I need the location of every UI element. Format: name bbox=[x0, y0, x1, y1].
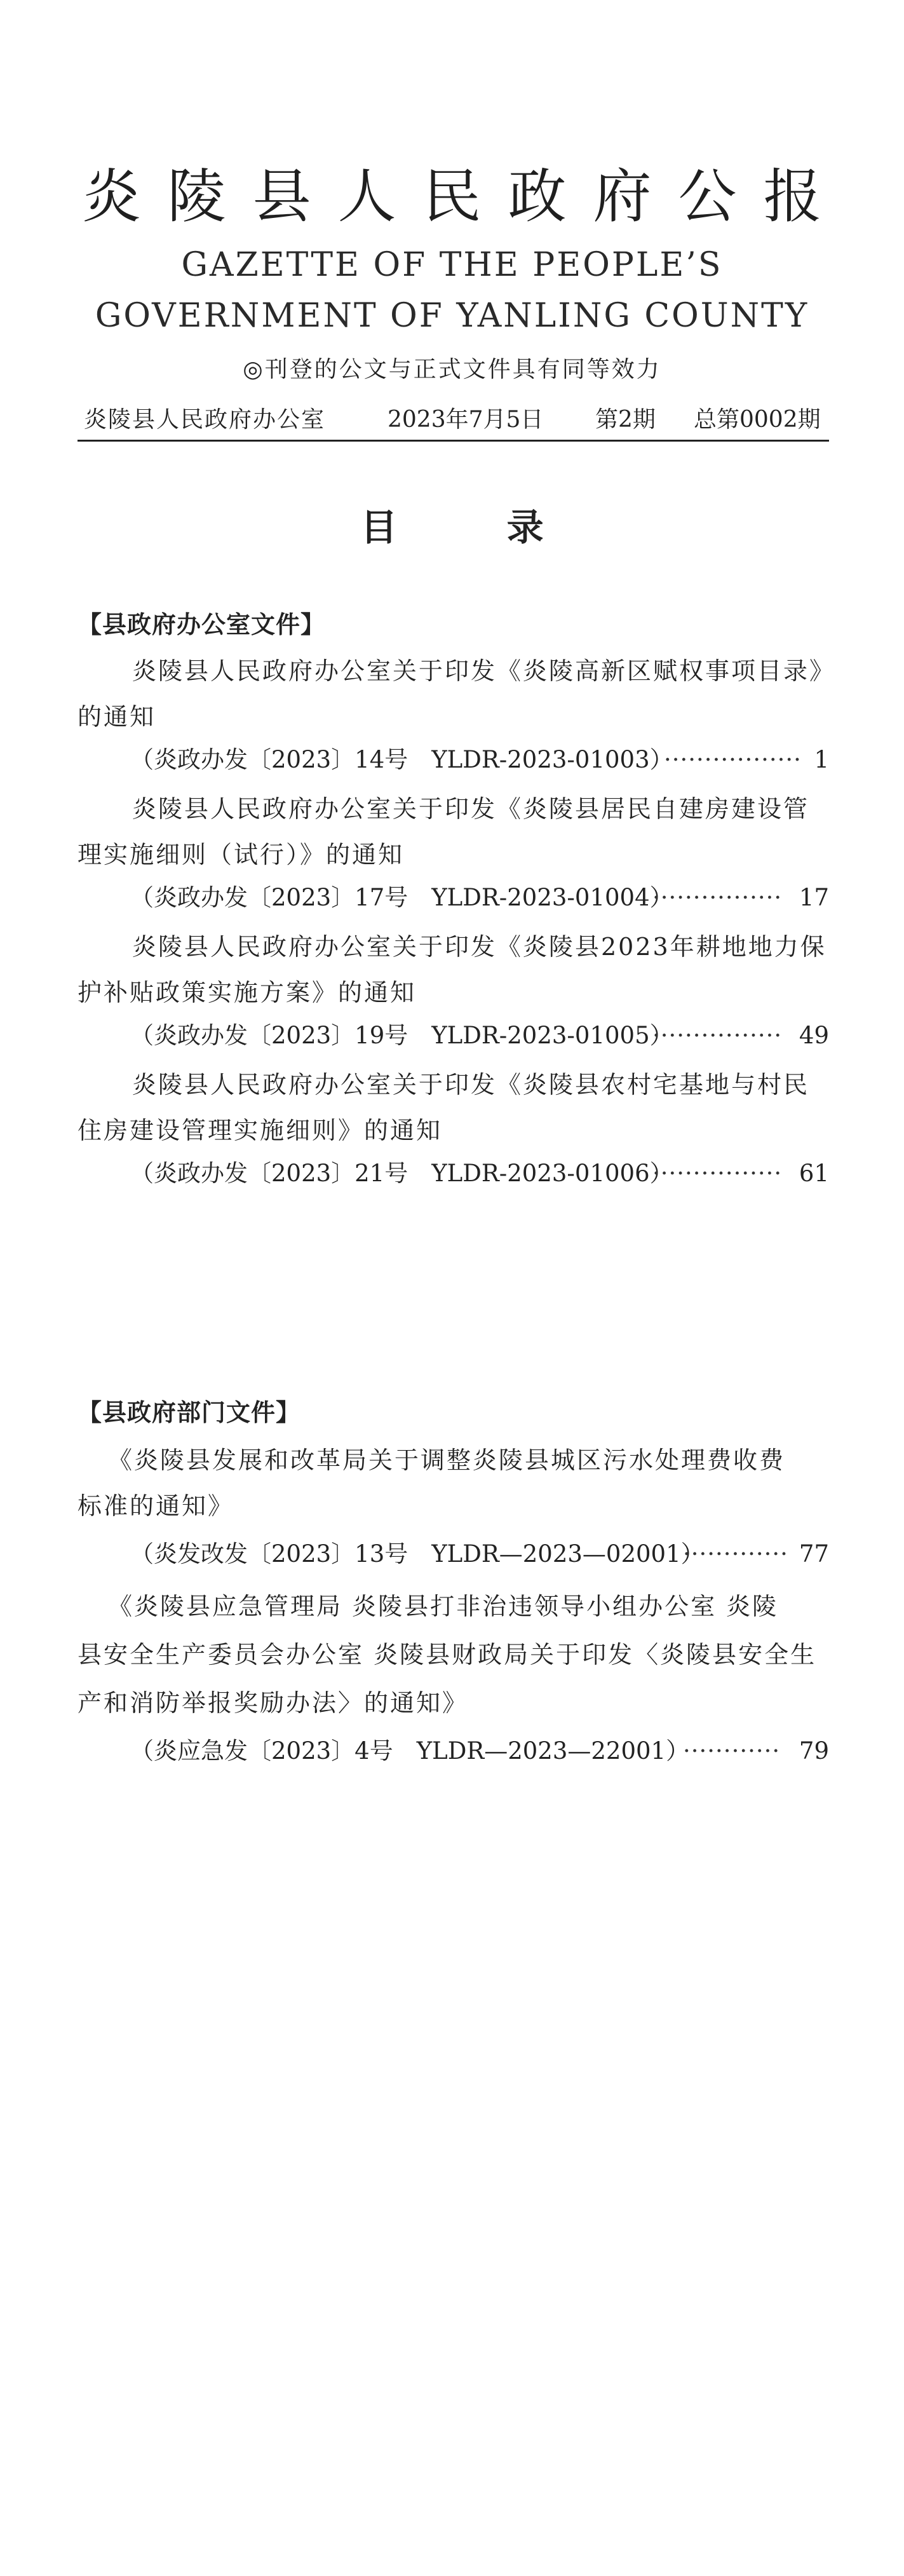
page-number: 79 bbox=[799, 1737, 829, 1765]
document-number: （炎政办发〔2023〕17号 YLDR-2023-01004） bbox=[130, 884, 673, 911]
toc-entry-reference[interactable] bbox=[130, 737, 829, 783]
gazette-title: 炎陵县人民政府公报 bbox=[82, 163, 849, 231]
toc-heading: 目 录 bbox=[360, 506, 592, 549]
toc-entry-title-line: 《炎陵县发展和改革局关于调整炎陵县城区污水处理费收费 bbox=[108, 1446, 786, 1474]
toc-entry-reference[interactable] bbox=[130, 1728, 829, 1774]
toc-entry-title-line: 产和消防举报奖励办法〉的通知》 bbox=[78, 1689, 469, 1717]
issue-date: 2023年7月5日 bbox=[388, 407, 544, 433]
toc-entry-title-line: 护补贴政策实施方案》的通知 bbox=[78, 979, 417, 1007]
gazette-english-title-line1: GAZETTE OF THE PEOPLE’S bbox=[181, 246, 723, 284]
toc-entry-reference[interactable] bbox=[130, 875, 829, 921]
page-number: 17 bbox=[799, 884, 829, 911]
toc-entry-title[interactable] bbox=[78, 1062, 830, 1153]
issue-info-bar bbox=[78, 400, 829, 442]
leader-dots: ············ bbox=[683, 1737, 781, 1765]
document-number: （炎政办发〔2023〕21号 YLDR-2023-01006） bbox=[130, 1160, 673, 1187]
toc-entry-title-line: 的通知 bbox=[78, 703, 156, 731]
toc-entry-title-line: 炎陵县人民政府办公室关于印发《炎陵县2023年耕地地力保 bbox=[132, 933, 826, 961]
toc-entry-title-line: 县安全生产委员会办公室 炎陵县财政局关于印发〈炎陵县安全生 bbox=[78, 1641, 817, 1669]
document-number: （炎政办发〔2023〕19号 YLDR-2023-01005） bbox=[130, 1022, 673, 1049]
toc-entry-title-line: 《炎陵县应急管理局 炎陵县打非治违领导小组办公室 炎陵 bbox=[108, 1592, 779, 1620]
validity-note: ◎刊登的公文与正式文件具有同等效力 bbox=[243, 356, 661, 383]
section-heading-county-departments: 【县政府部门文件】 bbox=[78, 1399, 301, 1427]
total-issue-number: 总第0002期 bbox=[694, 407, 821, 433]
gazette-english-title-line2: GOVERNMENT OF YANLING COUNTY bbox=[95, 297, 809, 335]
document-number: （炎政办发〔2023〕14号 YLDR-2023-01003） bbox=[130, 746, 673, 773]
toc-entry-reference[interactable] bbox=[130, 1531, 829, 1577]
leader-dots: ················ bbox=[652, 884, 783, 911]
toc-entry-title-line: 炎陵县人民政府办公室关于印发《炎陵县居民自建房建设管 bbox=[132, 795, 810, 823]
toc-entry-title-line: 理实施细则（试行）》的通知 bbox=[78, 841, 405, 869]
page-number: 1 bbox=[814, 746, 829, 773]
toc-entry-title[interactable] bbox=[78, 1437, 830, 1529]
toc-entry-reference[interactable] bbox=[130, 1151, 829, 1196]
issue-number: 第2期 bbox=[595, 407, 656, 433]
leader-dots: ············· bbox=[683, 1540, 788, 1568]
page-number: 77 bbox=[799, 1540, 829, 1568]
toc-entry-title[interactable] bbox=[78, 786, 830, 878]
document-number: （炎发改发〔2023〕13号 YLDR—2023—02001） bbox=[130, 1540, 705, 1568]
section-heading-county-office: 【县政府办公室文件】 bbox=[78, 611, 326, 639]
toc-entry-title-line: 炎陵县人民政府办公室关于印发《炎陵高新区赋权事项目录》 bbox=[132, 657, 836, 685]
leader-dots: ················ bbox=[652, 1022, 783, 1049]
toc-entry-reference[interactable] bbox=[130, 1013, 829, 1059]
toc-entry-title[interactable] bbox=[78, 1582, 830, 1727]
leader-dots: ················ bbox=[652, 1160, 783, 1187]
toc-entry-title-line: 标准的通知》 bbox=[78, 1492, 234, 1520]
page-number: 49 bbox=[799, 1022, 829, 1049]
toc-entry-title[interactable] bbox=[78, 648, 836, 740]
toc-entry-title-line: 炎陵县人民政府办公室关于印发《炎陵县农村宅基地与村民 bbox=[132, 1071, 810, 1099]
document-number: （炎应急发〔2023〕4号 YLDR—2023—22001） bbox=[130, 1737, 690, 1765]
toc-entry-title[interactable] bbox=[78, 924, 830, 1015]
toc-entry-title-line: 住房建设管理实施细则》的通知 bbox=[78, 1116, 443, 1144]
issuing-office: 炎陵县人民政府办公室 bbox=[84, 407, 326, 433]
leader-dots: ················· bbox=[664, 746, 802, 773]
page-number: 61 bbox=[799, 1160, 829, 1187]
